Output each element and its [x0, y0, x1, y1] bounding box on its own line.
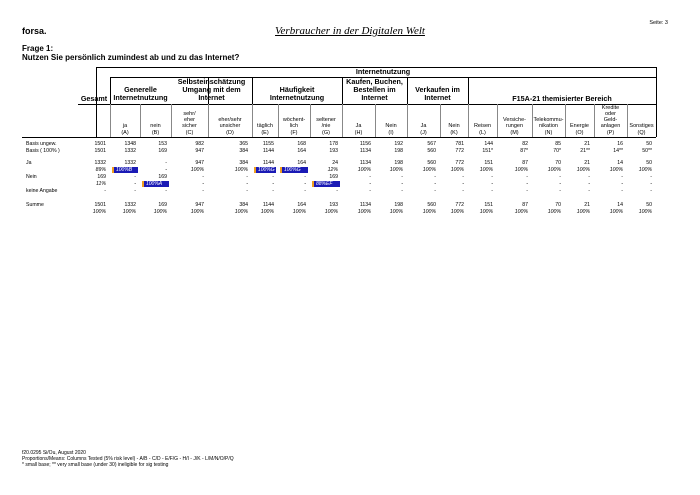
- cell-percent: -: [134, 181, 136, 187]
- cell: 21**: [580, 148, 590, 154]
- cell: 1144: [262, 160, 274, 166]
- cell-percent: 12%: [327, 167, 338, 173]
- cell: 365: [239, 141, 248, 147]
- cell: -: [559, 174, 561, 180]
- cell-percent: 100%: [234, 209, 248, 215]
- column-header-p: Kredite oder Geld- anlagen (P): [600, 104, 621, 136]
- column-header-c: sehr/ eher sicher (C): [182, 110, 197, 136]
- cell-percent: -: [202, 181, 204, 187]
- cell: 85: [555, 141, 561, 147]
- cell: 1144: [262, 202, 274, 208]
- cell-percent: 100%: [190, 209, 204, 215]
- cell: 198: [394, 202, 403, 208]
- cell: 772: [455, 160, 464, 166]
- cell-percent: 100%: [576, 209, 590, 215]
- cell: 50**: [642, 148, 652, 154]
- cell-percent: 100%: [514, 167, 528, 173]
- question-label: Frage 1:: [22, 44, 54, 53]
- cell: 50: [646, 141, 652, 147]
- cell: 384: [239, 160, 248, 166]
- column-header-q: Sonstiges (Q): [629, 123, 654, 136]
- row-label-1: Basis ( 100% ): [26, 148, 60, 154]
- cell: 14: [617, 160, 623, 166]
- significance-value: 100%B: [116, 166, 133, 173]
- cell-percent: 100%: [638, 209, 652, 215]
- cell-percent: -: [650, 181, 652, 187]
- cell-percent: 100%: [547, 209, 561, 215]
- cell: -: [246, 174, 248, 180]
- cell: 70: [555, 202, 561, 208]
- cell: -: [336, 188, 338, 194]
- cell-percent: 100%: [422, 167, 436, 173]
- cell-percent: 100%: [324, 209, 338, 215]
- cell-percent: 100%: [514, 209, 528, 215]
- company-logo: forsa.: [22, 26, 47, 36]
- column-header-b: nein (B): [150, 123, 161, 136]
- cell: -: [434, 174, 436, 180]
- cell: 169: [158, 174, 167, 180]
- cell: 567: [427, 141, 436, 147]
- cell-percent: 100%: [638, 167, 652, 173]
- cell: 1332: [124, 148, 136, 154]
- cell: 1332: [124, 202, 136, 208]
- cell-percent: 100%: [450, 167, 464, 173]
- significance-value: 100%G: [258, 166, 275, 173]
- cell: 82: [522, 141, 528, 147]
- cell: 169: [97, 174, 106, 180]
- cell: 1156: [359, 141, 371, 147]
- cell-percent: -: [165, 167, 167, 173]
- cell: 50: [646, 202, 652, 208]
- cell: -: [462, 188, 464, 194]
- column-header-g: seltener /nie (G): [316, 117, 336, 136]
- cell-percent: 100%: [479, 209, 493, 215]
- cell: 1332: [94, 160, 106, 166]
- cell: 1348: [124, 141, 136, 147]
- cell-percent: -: [621, 181, 623, 187]
- cell: -: [434, 188, 436, 194]
- footer-line-1: f20.0295 Si/Ou, August 2020: [22, 450, 86, 456]
- row-label-5: Summe: [26, 202, 44, 208]
- cell: 70*: [553, 148, 561, 154]
- group-themisierter-bereich: F15A-21 themisierter Bereich: [512, 94, 612, 103]
- cell: -: [588, 188, 590, 194]
- cell: -: [272, 174, 274, 180]
- cell: -: [491, 188, 493, 194]
- cell: 153: [158, 141, 167, 147]
- cell: -: [526, 188, 528, 194]
- footer-notes: [22, 451, 234, 468]
- cell: -: [526, 174, 528, 180]
- group-rule: [78, 104, 656, 105]
- cell: 178: [329, 141, 338, 147]
- column-header-l: Reisen (L): [473, 123, 492, 136]
- column-header-i: Nein (I): [385, 123, 397, 136]
- cell-percent: 100%: [547, 167, 561, 173]
- cell: -: [369, 188, 371, 194]
- cell: -: [650, 174, 652, 180]
- cell: -: [202, 188, 204, 194]
- cell-percent: 100%: [92, 209, 106, 215]
- cell-percent: 100%: [122, 209, 136, 215]
- cell-percent: 100%: [153, 209, 167, 215]
- cell: 1501: [94, 202, 106, 208]
- cell: -: [650, 188, 652, 194]
- cell: 24: [332, 160, 338, 166]
- column-header-h: Ja (H): [354, 123, 363, 136]
- question-text: Nutzen Sie persönlich zumindest ab und zu das Internet?: [22, 53, 240, 62]
- column-header-d: eher/sehr unsicher (D): [218, 117, 242, 136]
- cell-percent: -: [462, 181, 464, 187]
- cell: 193: [329, 202, 338, 208]
- column-header-e: täglich (E): [257, 123, 273, 136]
- cell: 384: [239, 148, 248, 154]
- cell: 164: [297, 148, 306, 154]
- cell: 164: [297, 160, 306, 166]
- cell: 1134: [359, 160, 371, 166]
- cell: -: [401, 188, 403, 194]
- column-header-j: Ja (J): [420, 123, 427, 136]
- cell: 87: [522, 202, 528, 208]
- cell-percent: 11%: [96, 181, 106, 187]
- column-header-n: Telekommu- nikation (N): [533, 117, 564, 136]
- cell: -: [104, 188, 106, 194]
- cell: -: [304, 174, 306, 180]
- cell-percent: -: [401, 181, 403, 187]
- cell-percent: -: [304, 181, 306, 187]
- cell: -: [588, 174, 590, 180]
- cell: -: [165, 188, 167, 194]
- cell: 947: [195, 148, 204, 154]
- cell: 192: [394, 141, 403, 147]
- cell-percent: 100%: [357, 167, 371, 173]
- cell: 87*: [520, 148, 528, 154]
- cell: 151: [484, 160, 493, 166]
- cell: -: [246, 188, 248, 194]
- cell-percent: 100%: [292, 209, 306, 215]
- cell-percent: 100%: [190, 167, 204, 173]
- cell: 21: [584, 160, 590, 166]
- cell: 144: [484, 141, 493, 147]
- cell-percent: -: [559, 181, 561, 187]
- banner-label: Internetnutzung: [355, 67, 411, 76]
- cell: -: [491, 174, 493, 180]
- cell: 169: [158, 148, 167, 154]
- cell: 947: [195, 202, 204, 208]
- cell-percent: 100%: [576, 167, 590, 173]
- cell-percent: -: [369, 181, 371, 187]
- row-label-4: keine Angabe: [26, 188, 58, 194]
- cell: 151*: [482, 148, 493, 154]
- cell: 384: [239, 202, 248, 208]
- cell-percent: 100%: [609, 167, 623, 173]
- cell: -: [401, 174, 403, 180]
- cell: 164: [297, 202, 306, 208]
- report-title: Verbraucher in der Digitalen Welt: [275, 25, 425, 37]
- group-selbsteinschaetzung: Selbsteinschätzung Umgang mit dem Internet: [177, 77, 246, 102]
- cell: 560: [427, 202, 436, 208]
- cell: 772: [455, 202, 464, 208]
- cell-percent: 100%: [450, 209, 464, 215]
- cell: 198: [394, 160, 403, 166]
- page-number: Seite: 3: [649, 20, 668, 26]
- header-bottom-rule: [22, 137, 656, 138]
- cell: -: [621, 174, 623, 180]
- cell-percent: 100%: [422, 209, 436, 215]
- cell: 1134: [359, 202, 371, 208]
- column-header-k: Nein (K): [448, 123, 460, 136]
- cell: 781: [455, 141, 464, 147]
- cell: 21: [584, 202, 590, 208]
- cell-percent: -: [246, 181, 248, 187]
- cell: 1144: [262, 148, 274, 154]
- cell-percent: 100%: [389, 209, 403, 215]
- group-kaufen-buchen: Kaufen, Buchen, Bestellen im Internet: [346, 77, 403, 102]
- cell: -: [202, 174, 204, 180]
- cell: 87: [522, 160, 528, 166]
- table-right-rule: [656, 67, 657, 137]
- cell-percent: -: [491, 181, 493, 187]
- row-label-0: Basis ungew.: [26, 141, 57, 147]
- cell-percent: 100%: [234, 167, 248, 173]
- cell: 560: [427, 160, 436, 166]
- footer-line-3: * small base; ** very small base (under 30) ineligible for sig testing: [22, 461, 169, 468]
- group-haeufigkeit: Häufigkeit Internetnutzung: [269, 85, 325, 102]
- cell: 947: [195, 160, 204, 166]
- cell: 14: [617, 202, 623, 208]
- column-header-f: wöchent- lich (F): [282, 117, 306, 136]
- column-total-header: Gesamt: [80, 94, 108, 103]
- cell-percent: 100%: [260, 209, 274, 215]
- cell: -: [462, 174, 464, 180]
- row-label-3: Nein: [26, 174, 37, 180]
- cell: -: [304, 188, 306, 194]
- cell-percent: 100%: [357, 209, 371, 215]
- cell-percent: 89%: [95, 167, 106, 173]
- cell: -: [272, 188, 274, 194]
- cell: 50: [646, 160, 652, 166]
- cell: 198: [394, 148, 403, 154]
- column-header-a: ja (A): [121, 123, 129, 136]
- cell: 151: [484, 202, 493, 208]
- column-header-m: Versiche- rungen (M): [503, 117, 526, 136]
- group-verkaufen: Verkaufen im Internet: [415, 85, 460, 102]
- column-header-o: Energie (O): [570, 123, 589, 136]
- cell: 14**: [613, 148, 623, 154]
- cell: 193: [329, 148, 338, 154]
- cell: 168: [297, 141, 306, 147]
- cell: 1501: [94, 141, 106, 147]
- cell: 1134: [359, 148, 371, 154]
- cell-percent: 100%: [479, 167, 493, 173]
- cell: -: [134, 188, 136, 194]
- cell-percent: -: [272, 181, 274, 187]
- cell: 982: [195, 141, 204, 147]
- significance-value: 100%A: [146, 180, 163, 187]
- cell: -: [134, 174, 136, 180]
- significance-value: 88%EF: [316, 180, 333, 187]
- cell-percent: -: [526, 181, 528, 187]
- footer-line-2: Proportions/Means: Columns Tested (5% risk level) - A/B - C/D - E/F/G - H/I - J/K - L/M/N/O/P/Q: [22, 455, 234, 462]
- cell-percent: 100%: [609, 209, 623, 215]
- cell: -: [369, 174, 371, 180]
- group-generelle-internetnutzung: Generelle Internetnutzung: [113, 85, 168, 102]
- cell: 1501: [94, 148, 106, 154]
- cell: 21: [584, 141, 590, 147]
- cell: -: [559, 188, 561, 194]
- cell: -: [165, 160, 167, 166]
- cell: 1155: [262, 141, 274, 147]
- cell: 70: [555, 160, 561, 166]
- significance-value: 100%G: [284, 166, 301, 173]
- cell: 16: [617, 141, 623, 147]
- cell-percent: 100%: [389, 167, 403, 173]
- cell: 772: [455, 148, 464, 154]
- cell-percent: -: [588, 181, 590, 187]
- cell: -: [621, 188, 623, 194]
- cell: 169: [158, 202, 167, 208]
- cell: 169: [329, 174, 338, 180]
- cell-percent: -: [434, 181, 436, 187]
- cell: 560: [427, 148, 436, 154]
- cell: 1332: [124, 160, 136, 166]
- row-label-2: Ja: [26, 160, 32, 166]
